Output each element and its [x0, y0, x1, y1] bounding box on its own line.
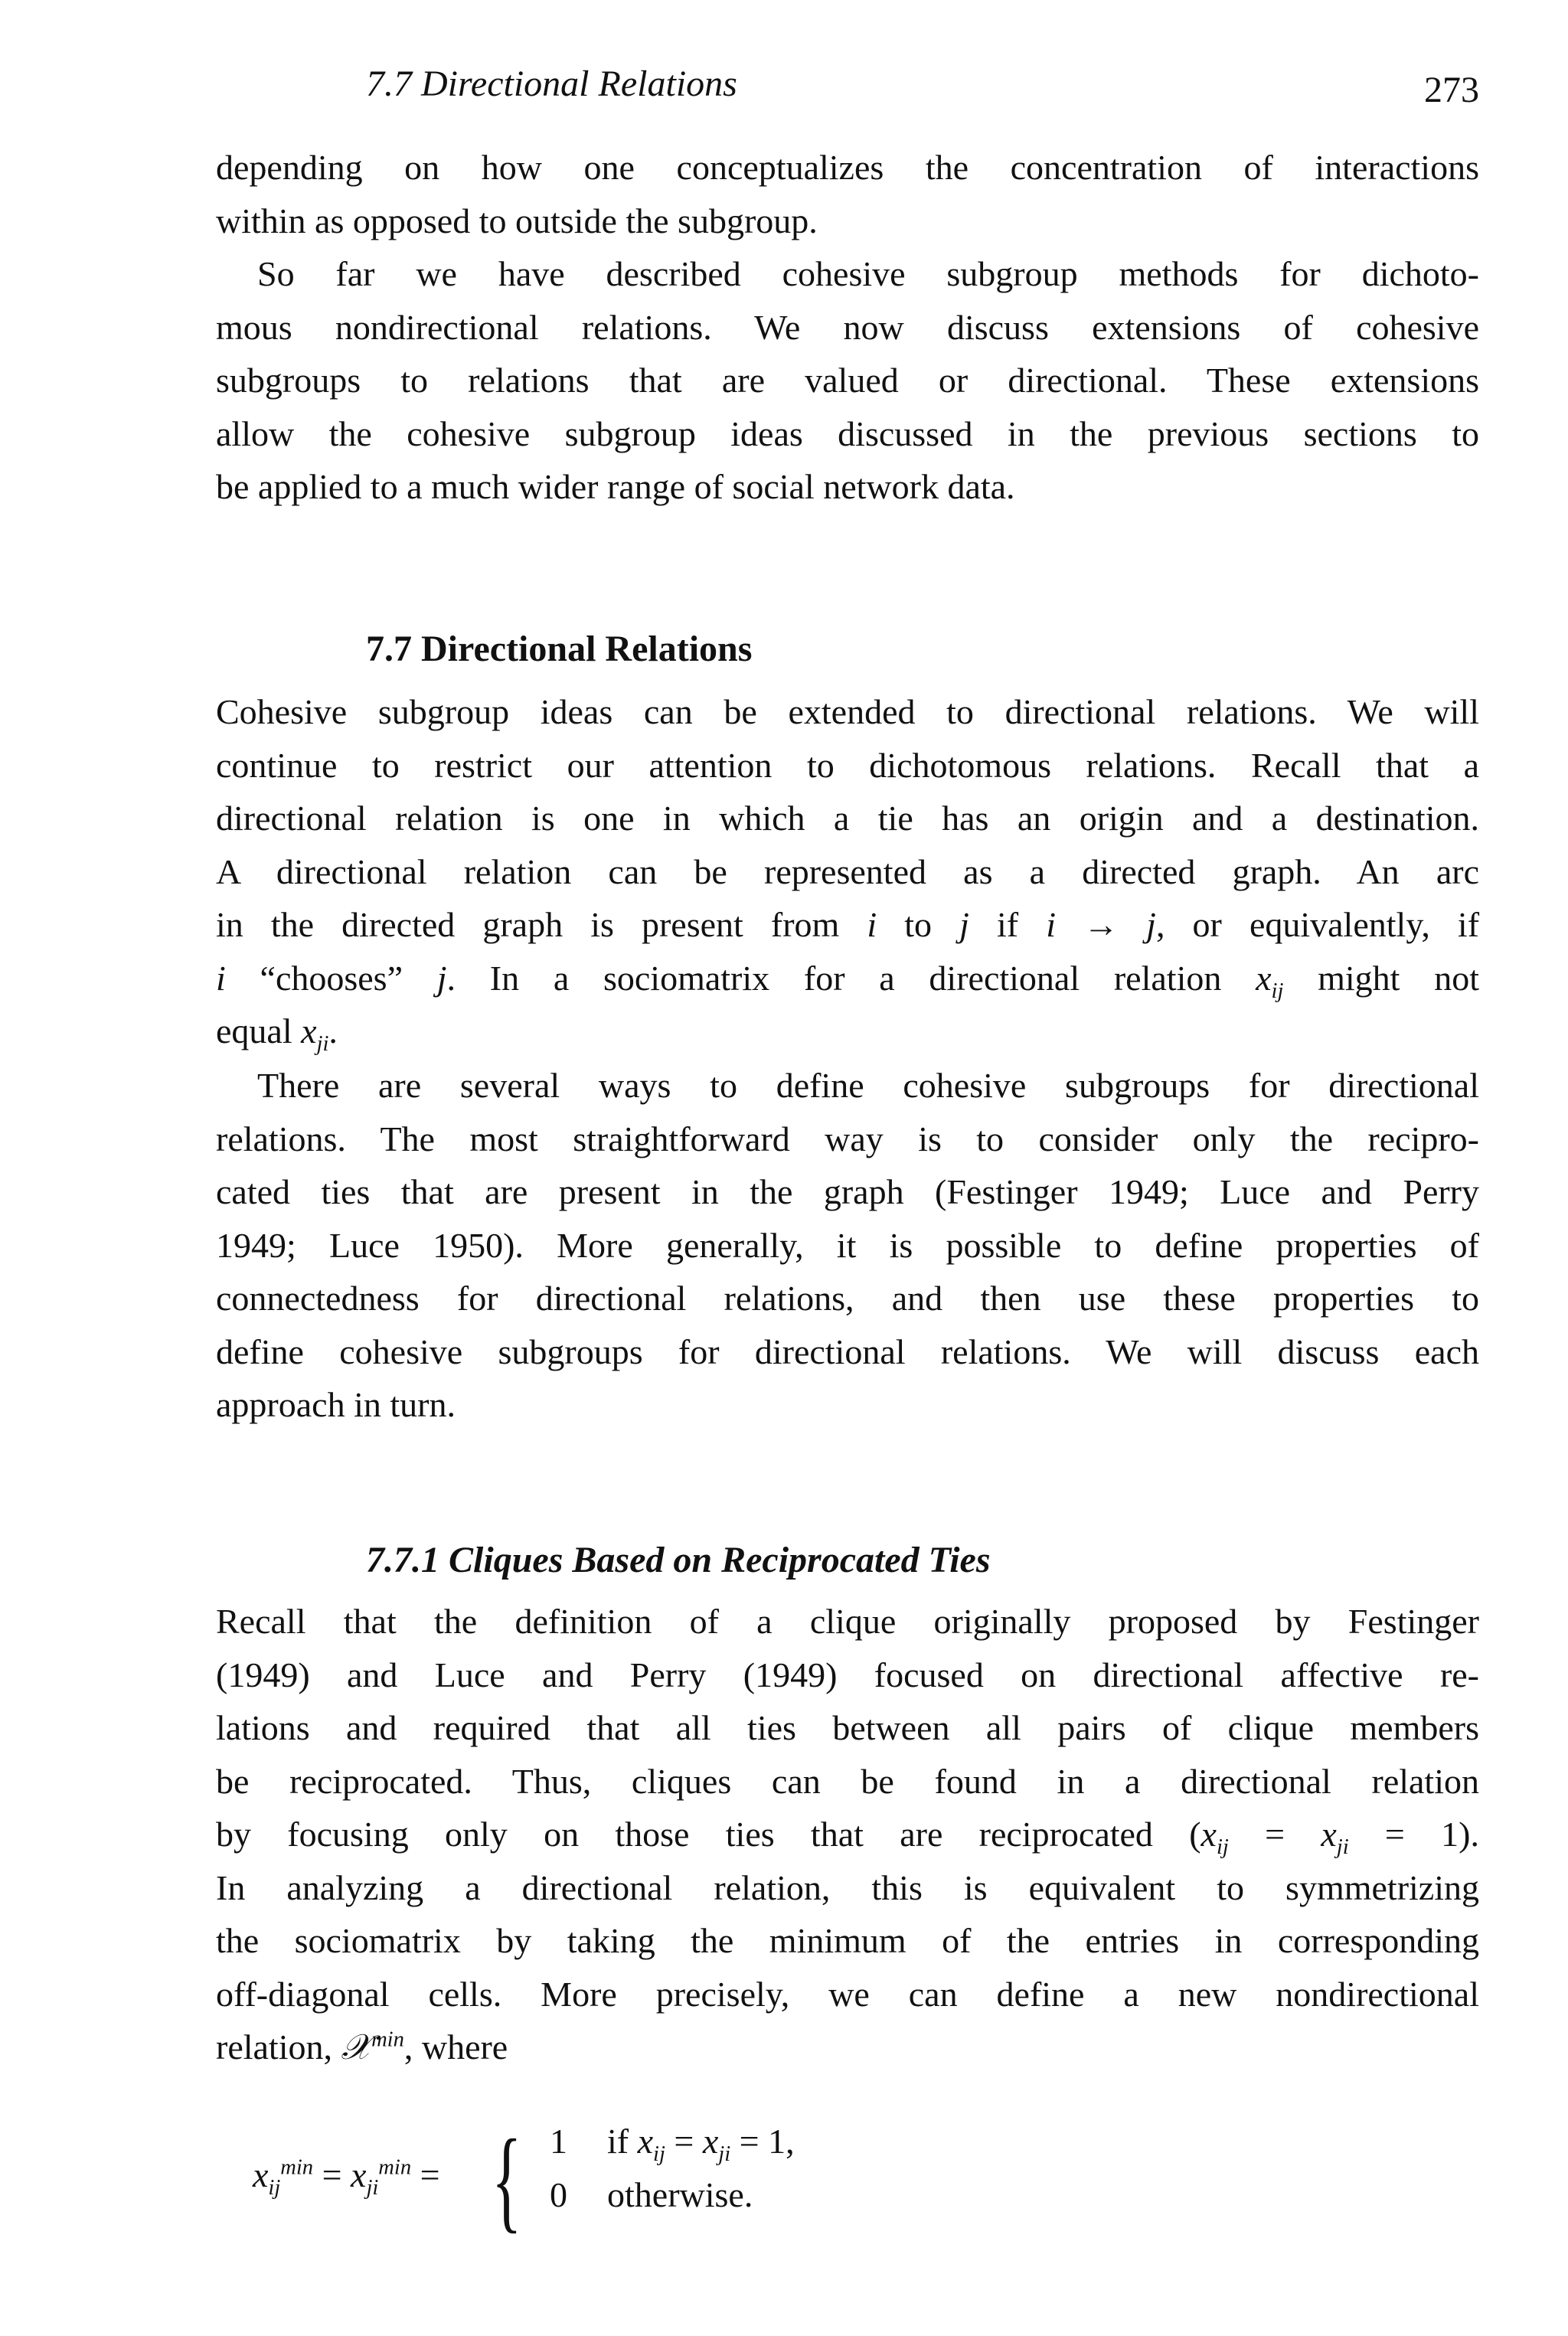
- text-line: be applied to a much wider range of social network data.: [216, 467, 1015, 506]
- text-line: the sociomatrix by taking the minimum of the entries in corresponding: [216, 1921, 1479, 1960]
- text-line: depending on how one conceptualizes the concentration of interactions: [216, 148, 1479, 187]
- subsection-heading: 7.7.1 Cliques Based on Reciprocated Ties: [366, 1540, 991, 1580]
- text-line: relation, 𝒳$^{min}$, where: [216, 2027, 508, 2066]
- text-line: equal $x_{ji}$.: [216, 1011, 338, 1057]
- page-number: 273: [1424, 70, 1479, 110]
- text-line: within as opposed to outside the subgroup.: [216, 201, 818, 240]
- text-line: lations and required that all ties between all pairs of clique members: [216, 1708, 1479, 1747]
- text-line: mous nondirectional relations. We now discuss extensions of cohesive: [216, 307, 1479, 347]
- text-line: in the directed graph is present from i to j if i → j, or equivalently, if: [216, 905, 1480, 944]
- text-line: 1949; Luce 1950). More generally, it is possible to define properties of: [216, 1225, 1479, 1265]
- text-line: be reciprocated. Thus, cliques can be found in a directional relation: [216, 1761, 1479, 1801]
- text-line: Cohesive subgroup ideas can be extended to directional relations. We will: [216, 692, 1479, 731]
- text-line: cated ties that are present in the graph (Festinger 1949; Luce and Perry: [216, 1172, 1479, 1211]
- text-line: continue to restrict our attention to dichotomous relations. Recall that a: [216, 745, 1479, 785]
- equation-case-two: 0 otherwise.: [550, 2175, 753, 2214]
- text-line: There are several ways to define cohesive subgroups for directional: [257, 1066, 1479, 1105]
- text-line: In analyzing a directional relation, this is equivalent to symmetrizing: [216, 1867, 1479, 1907]
- intro-paragraph: [216, 141, 1479, 247]
- text-line: off-diagonal cells. More precisely, we can define a new nondirectional: [216, 1974, 1479, 2014]
- left-brace: {: [492, 2116, 522, 2243]
- text-line: define cohesive subgroups for directional relations. We will discuss each: [216, 1331, 1479, 1371]
- paragraph-ways-to-define: [216, 1059, 1479, 1432]
- paragraph-directional-intro: [216, 685, 1479, 1058]
- paragraph-cliques: [216, 1595, 1479, 2074]
- text-line: relations. The most straightforward way is to consider only the recipro-: [216, 1119, 1479, 1158]
- text-line: Recall that the definition of a clique originally proposed by Festinger: [216, 1602, 1479, 1641]
- equation-xmin-definition: [253, 2116, 1018, 2243]
- text-line: i “chooses” j. In a sociomatrix for a directional relation $x_{ij}$ might not: [216, 958, 1479, 1003]
- text-line: directional relation is one in which a tie has an origin and a destination.: [216, 799, 1479, 838]
- text-line: by focusing only on those ties that are reciprocated $(x_{ij} = x_{ji} = 1)$.: [216, 1815, 1479, 1860]
- text-line: connectedness for directional relations, and then use these properties to: [216, 1279, 1479, 1318]
- equation-case-one: 1 if $x_{ij} = x_{ji} = 1$,: [550, 2122, 795, 2167]
- paragraph-extensions: [216, 247, 1479, 514]
- text-line: (1949) and Luce and Perry (1949) focused on directional affective re-: [216, 1655, 1479, 1694]
- text-line: subgroups to relations that are valued or directional. These extensions: [216, 361, 1479, 400]
- text-line: allow the cohesive subgroup ideas discussed in the previous sections to: [216, 413, 1479, 453]
- section-heading: 7.7 Directional Relations: [366, 629, 753, 669]
- equation-lhs: $x_{ij}^{min} = x_{ji}^{min}$ =: [253, 2155, 440, 2200]
- text-line: So far we have described cohesive subgroup methods for dichoto-: [257, 254, 1479, 293]
- text-line: A directional relation can be represented as a directed graph. An arc: [216, 851, 1479, 891]
- text-line: approach in turn.: [216, 1385, 456, 1424]
- running-head: 7.7 Directional Relations: [366, 64, 737, 104]
